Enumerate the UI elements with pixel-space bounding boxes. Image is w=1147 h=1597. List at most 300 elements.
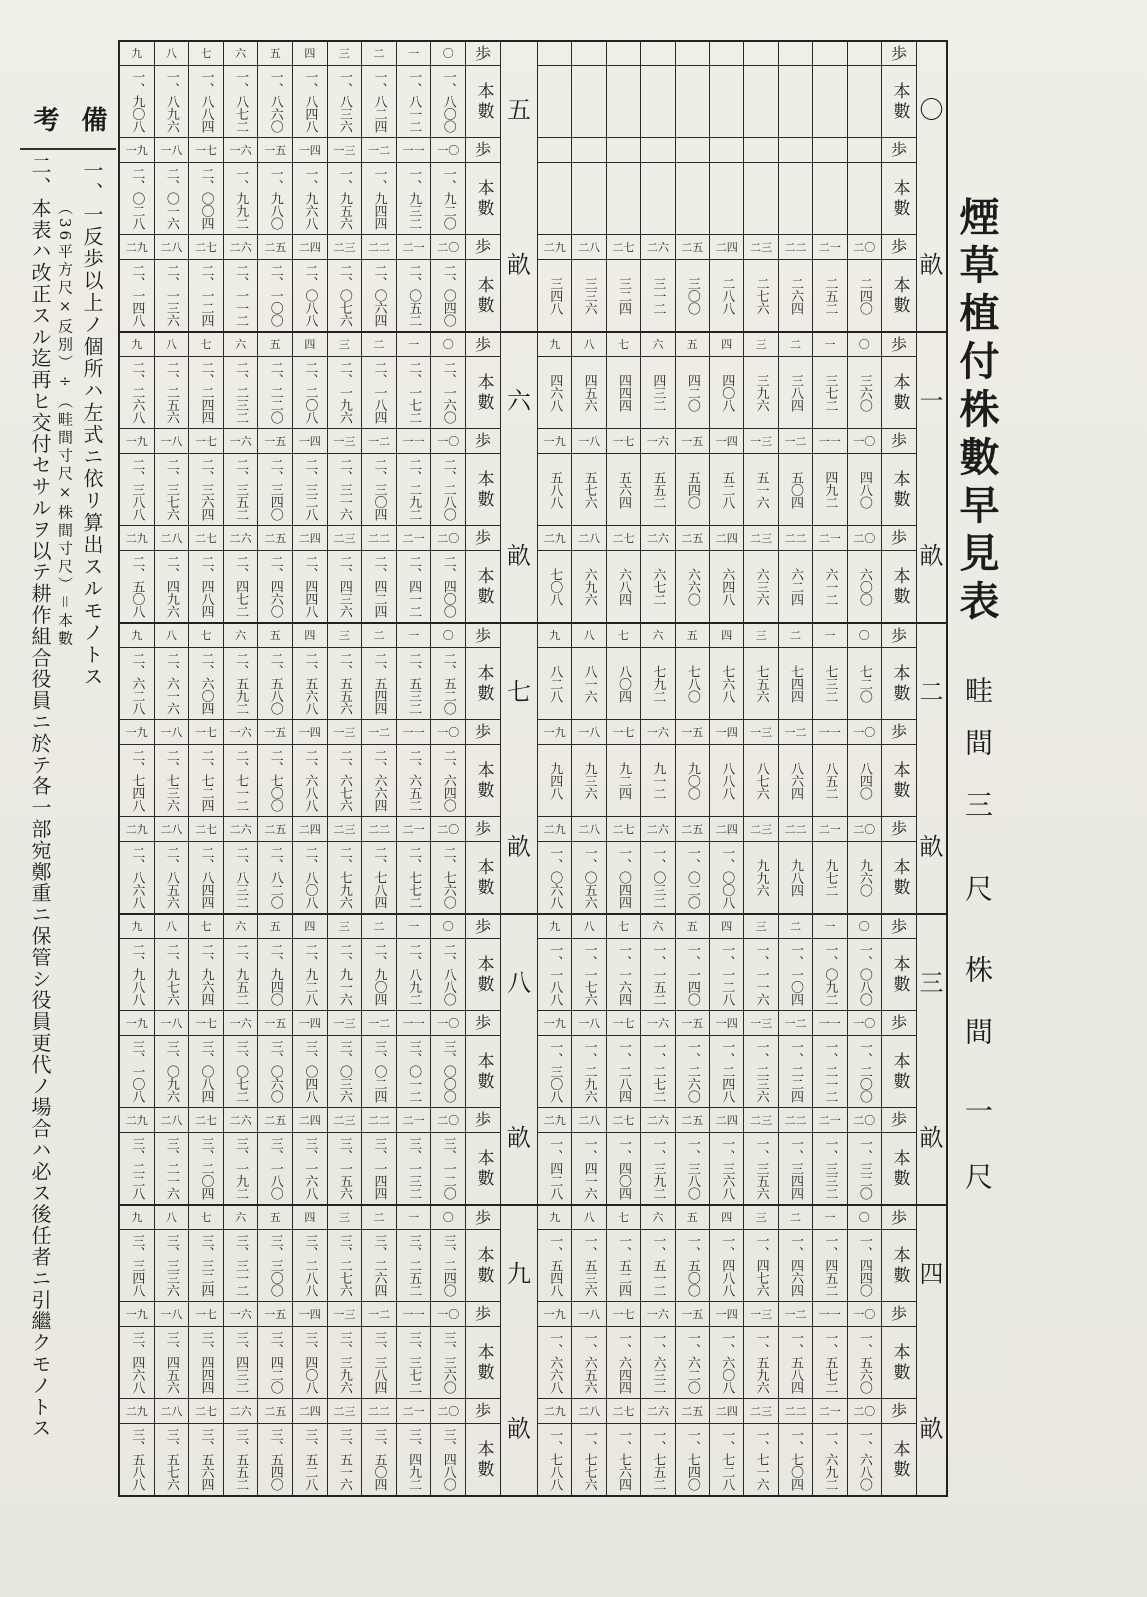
step-cell xyxy=(640,40,674,65)
count-cell: 二、一八四 xyxy=(361,356,396,428)
step-cell: 二八 xyxy=(571,1107,605,1132)
count-cell xyxy=(675,162,709,234)
count-cell: 三六〇 xyxy=(847,356,881,428)
count-cell: 一、七〇四 xyxy=(778,1423,812,1495)
step-header: 歩 xyxy=(465,40,500,65)
step-cell: 一〇 xyxy=(430,1010,465,1035)
count-cell: 二、九六四 xyxy=(188,938,223,1010)
step-cell: 七 xyxy=(188,40,223,65)
step-cell: 一〇 xyxy=(847,1301,881,1326)
step-cell: 二七 xyxy=(188,816,223,841)
count-header: 本數 xyxy=(881,938,916,1010)
count-cell: 三、二五二 xyxy=(396,1229,431,1301)
count-cell: 四二〇 xyxy=(675,356,709,428)
step-cell: 〇 xyxy=(847,622,881,647)
step-cell: 一四 xyxy=(292,1010,327,1035)
step-cell: 二二 xyxy=(778,234,812,259)
step-cell: 四 xyxy=(709,622,743,647)
count-cell xyxy=(606,162,640,234)
count-cell: 一、七二八 xyxy=(709,1423,743,1495)
step-cell: 二八 xyxy=(154,234,189,259)
count-cell: 三、三三六 xyxy=(154,1229,189,1301)
step-cell: 一 xyxy=(812,622,846,647)
step-cell: 一二 xyxy=(361,719,396,744)
step-cell: 二五 xyxy=(257,525,292,550)
count-cell: 二、二五六 xyxy=(154,356,189,428)
step-cell: 二五 xyxy=(257,1107,292,1132)
count-cell: 二、〇四〇 xyxy=(430,259,465,331)
step-cell: 一四 xyxy=(292,137,327,162)
block-label-number: 八 xyxy=(507,969,531,997)
count-cell: 二、〇八八 xyxy=(292,259,327,331)
step-cell: 二七 xyxy=(606,1107,640,1132)
count-cell: 一、九九二 xyxy=(223,162,258,234)
step-cell: 二四 xyxy=(709,1398,743,1423)
step-cell: 一四 xyxy=(709,1010,743,1035)
count-cell: 二、一三六 xyxy=(154,259,189,331)
step-cell: 二四 xyxy=(292,234,327,259)
count-cell: 一、一八八 xyxy=(537,938,571,1010)
page-title: 煙草植付株數早見表 xyxy=(953,196,1000,628)
count-cell: 二、三一六 xyxy=(327,453,362,525)
step-cell: 一八 xyxy=(154,428,189,453)
step-cell: 一〇 xyxy=(847,1010,881,1035)
count-cell: 二、〇六四 xyxy=(361,259,396,331)
step-cell: 一三 xyxy=(743,428,777,453)
count-header: 本數 xyxy=(465,356,500,428)
step-header: 歩 xyxy=(465,622,500,647)
step-cell: 二〇 xyxy=(847,816,881,841)
step-cell: 二 xyxy=(778,331,812,356)
step-cell: 四 xyxy=(292,331,327,356)
step-cell: 六 xyxy=(640,1204,674,1229)
step-cell: 二六 xyxy=(640,1107,674,1132)
count-cell: 一、五〇〇 xyxy=(675,1229,709,1301)
count-cell xyxy=(778,65,812,137)
count-cell: 一、三三二 xyxy=(812,1132,846,1204)
step-cell: 一二 xyxy=(361,428,396,453)
count-header: 本數 xyxy=(465,744,500,816)
step-cell: 二二 xyxy=(778,1107,812,1132)
step-header: 歩 xyxy=(881,1107,916,1132)
step-cell xyxy=(778,40,812,65)
count-cell: 四〇八 xyxy=(709,356,743,428)
count-cell: 一、二三六 xyxy=(743,1035,777,1107)
step-cell: 一 xyxy=(396,331,431,356)
step-cell: 三 xyxy=(327,40,362,65)
count-header: 本數 xyxy=(881,259,916,331)
count-cell: 二、一七二 xyxy=(396,356,431,428)
step-cell: 三 xyxy=(327,913,362,938)
step-cell: 一 xyxy=(396,1204,431,1229)
count-cell: 九九六 xyxy=(743,841,777,913)
step-header: 歩 xyxy=(881,40,916,65)
count-cell: 一、四二八 xyxy=(537,1132,571,1204)
step-cell: 二六 xyxy=(640,1398,674,1423)
count-cell: 二、七七二 xyxy=(396,841,431,913)
step-header: 歩 xyxy=(465,331,500,356)
step-cell: 一六 xyxy=(640,428,674,453)
step-cell: 二九 xyxy=(119,525,154,550)
step-cell: 八 xyxy=(154,40,189,65)
count-cell: 二、八四四 xyxy=(188,841,223,913)
step-cell: 二〇 xyxy=(847,525,881,550)
count-cell: 三〇〇 xyxy=(675,259,709,331)
count-cell: 三、一九二 xyxy=(223,1132,258,1204)
step-cell: 六 xyxy=(640,331,674,356)
count-cell: 二、八〇八 xyxy=(292,841,327,913)
step-cell: 二七 xyxy=(606,816,640,841)
step-cell: 二三 xyxy=(743,1107,777,1132)
step-header: 歩 xyxy=(881,913,916,938)
step-cell: 二四 xyxy=(292,525,327,550)
count-cell: 三、三九六 xyxy=(327,1326,362,1398)
step-cell: 一六 xyxy=(223,1010,258,1035)
step-cell: 二〇 xyxy=(430,1398,465,1423)
step-cell: 五 xyxy=(675,913,709,938)
notes-heading: 備考 xyxy=(29,106,107,132)
step-cell: 二三 xyxy=(327,1398,362,1423)
step-cell: 六 xyxy=(640,913,674,938)
step-header: 歩 xyxy=(881,719,916,744)
step-cell: 六 xyxy=(223,1204,258,1229)
plant-spacing-label: 株間 xyxy=(961,955,994,1079)
count-header: 本數 xyxy=(465,453,500,525)
count-cell: 四四四 xyxy=(606,356,640,428)
count-cell: 二、一六〇 xyxy=(430,356,465,428)
step-cell: 二九 xyxy=(537,234,571,259)
step-header: 歩 xyxy=(465,1107,500,1132)
count-cell: 一、二八四 xyxy=(606,1035,640,1107)
step-cell xyxy=(606,137,640,162)
count-cell: 九二四 xyxy=(606,744,640,816)
block-label-number: 一 xyxy=(919,387,944,415)
count-cell: 二、三四〇 xyxy=(257,453,292,525)
count-header: 本數 xyxy=(465,162,500,234)
count-cell: 二、七四八 xyxy=(119,744,154,816)
count-cell: 二、四三六 xyxy=(327,550,362,622)
count-cell: 七八〇 xyxy=(675,647,709,719)
count-cell: 三九六 xyxy=(743,356,777,428)
count-cell: 一、七一六 xyxy=(743,1423,777,1495)
count-cell: 一、六九二 xyxy=(812,1423,846,1495)
count-cell: 一、九二〇 xyxy=(430,162,465,234)
step-cell: 一八 xyxy=(571,1010,605,1035)
step-cell: 一〇 xyxy=(430,137,465,162)
step-cell: 三 xyxy=(327,1204,362,1229)
step-cell: 三 xyxy=(743,622,777,647)
step-header: 歩 xyxy=(465,816,500,841)
step-cell: 一九 xyxy=(119,1301,154,1326)
step-cell: 二一 xyxy=(396,234,431,259)
step-cell: 二八 xyxy=(154,816,189,841)
step-cell: 一二 xyxy=(778,1301,812,1326)
step-cell: 一九 xyxy=(119,137,154,162)
step-cell: 二八 xyxy=(571,816,605,841)
step-cell: 二八 xyxy=(154,1398,189,1423)
count-cell: 一、一〇四 xyxy=(778,938,812,1010)
step-cell: 二〇 xyxy=(430,525,465,550)
count-cell: 一、二二四 xyxy=(778,1035,812,1107)
count-cell: 三、二〇四 xyxy=(188,1132,223,1204)
count-cell: 二、二二〇 xyxy=(257,356,292,428)
step-cell: 二〇 xyxy=(430,234,465,259)
step-cell xyxy=(778,137,812,162)
count-cell: 一、五三六 xyxy=(571,1229,605,1301)
count-header: 本數 xyxy=(465,1326,500,1398)
step-cell: 二一 xyxy=(396,1107,431,1132)
step-cell: 五 xyxy=(257,1204,292,1229)
count-cell: 二、三五二 xyxy=(223,453,258,525)
step-header: 歩 xyxy=(465,1398,500,1423)
count-cell: 四六八 xyxy=(537,356,571,428)
count-cell xyxy=(812,65,846,137)
count-cell: 一、五八四 xyxy=(778,1326,812,1398)
count-header: 本數 xyxy=(881,65,916,137)
step-cell: 一五 xyxy=(257,428,292,453)
step-cell: 一九 xyxy=(537,1301,571,1326)
count-cell: 二、六六四 xyxy=(361,744,396,816)
count-cell: 三、四五六 xyxy=(154,1326,189,1398)
step-cell: 二〇 xyxy=(847,1107,881,1132)
step-cell: 一 xyxy=(812,913,846,938)
step-cell: 一〇 xyxy=(430,428,465,453)
block-label xyxy=(500,1204,537,1495)
count-cell: 三、三四八 xyxy=(119,1229,154,1301)
step-cell: 六 xyxy=(223,40,258,65)
step-header: 歩 xyxy=(881,816,916,841)
count-cell: 九〇〇 xyxy=(675,744,709,816)
count-cell: 一、五一二 xyxy=(640,1229,674,1301)
step-cell: 一〇 xyxy=(847,428,881,453)
block-label-unit: 畝 xyxy=(507,542,531,570)
count-cell: 三、三八四 xyxy=(361,1326,396,1398)
step-cell: 二〇 xyxy=(847,1398,881,1423)
count-cell: 一、〇三二 xyxy=(640,841,674,913)
step-cell: 一三 xyxy=(327,719,362,744)
count-header: 本數 xyxy=(465,647,500,719)
step-cell: 二二 xyxy=(361,525,396,550)
count-cell: 三、二六四 xyxy=(361,1229,396,1301)
step-cell: 二九 xyxy=(537,816,571,841)
step-cell: 一七 xyxy=(606,1301,640,1326)
step-cell: 二五 xyxy=(675,1398,709,1423)
block-label-number: 九 xyxy=(507,1260,531,1288)
step-cell: 九 xyxy=(537,331,571,356)
count-cell: 一、一一六 xyxy=(743,938,777,1010)
step-cell xyxy=(675,137,709,162)
count-cell: 一、二四八 xyxy=(709,1035,743,1107)
step-cell: 七 xyxy=(188,1204,223,1229)
count-cell xyxy=(571,65,605,137)
count-cell: 七二〇 xyxy=(847,647,881,719)
count-cell xyxy=(606,65,640,137)
count-cell: 二、二四四 xyxy=(188,356,223,428)
count-cell: 二、七八四 xyxy=(361,841,396,913)
count-cell: 三、四九二 xyxy=(396,1423,431,1495)
step-cell xyxy=(743,40,777,65)
count-cell: 五六四 xyxy=(606,453,640,525)
step-cell: 九 xyxy=(119,331,154,356)
step-cell: 一六 xyxy=(223,1301,258,1326)
step-cell: 七 xyxy=(606,913,640,938)
count-cell: 二、四四八 xyxy=(292,550,327,622)
count-cell: 二、三二八 xyxy=(292,453,327,525)
count-header: 本數 xyxy=(465,1229,500,1301)
block-label xyxy=(916,331,946,622)
count-cell: 六六〇 xyxy=(675,550,709,622)
step-cell: 二九 xyxy=(119,234,154,259)
step-cell: 二八 xyxy=(571,525,605,550)
count-cell: 二、七三六 xyxy=(154,744,189,816)
count-cell: 三、四六八 xyxy=(119,1326,154,1398)
count-cell: 一、七四〇 xyxy=(675,1423,709,1495)
count-cell xyxy=(709,162,743,234)
count-cell xyxy=(537,162,571,234)
step-cell: 九 xyxy=(537,1204,571,1229)
step-cell: 一五 xyxy=(675,1301,709,1326)
step-cell: 一七 xyxy=(606,719,640,744)
step-cell: 三 xyxy=(743,331,777,356)
step-cell: 〇 xyxy=(847,331,881,356)
step-cell: 五 xyxy=(675,331,709,356)
count-cell: 一、九六八 xyxy=(292,162,327,234)
count-cell: 二、九四〇 xyxy=(257,938,292,1010)
step-cell: 二五 xyxy=(675,816,709,841)
step-cell: 五 xyxy=(257,622,292,647)
count-cell: 八五二 xyxy=(812,744,846,816)
count-cell: 三、五一六 xyxy=(327,1423,362,1495)
count-cell: 二、五〇八 xyxy=(119,550,154,622)
step-cell: 二一 xyxy=(396,1398,431,1423)
count-header: 本數 xyxy=(881,1229,916,1301)
step-cell: 二八 xyxy=(154,525,189,550)
step-header: 歩 xyxy=(465,913,500,938)
step-cell: 二一 xyxy=(812,1398,846,1423)
step-cell: 二八 xyxy=(571,1398,605,1423)
step-cell: 九 xyxy=(119,1204,154,1229)
count-cell xyxy=(571,162,605,234)
step-header: 歩 xyxy=(465,719,500,744)
step-cell: 二九 xyxy=(119,1398,154,1423)
count-cell: 四九二 xyxy=(812,453,846,525)
step-cell: 一九 xyxy=(537,428,571,453)
step-cell: 二二 xyxy=(778,1398,812,1423)
count-cell: 二、二九二 xyxy=(396,453,431,525)
count-cell: 一、三四四 xyxy=(778,1132,812,1204)
step-cell: 二〇 xyxy=(430,816,465,841)
count-cell: 一、八〇〇 xyxy=(430,65,465,137)
count-header: 本數 xyxy=(881,1423,916,1495)
count-cell: 三、三七二 xyxy=(396,1326,431,1398)
count-cell: 二、四一二 xyxy=(396,550,431,622)
block-label-number: 三 xyxy=(919,969,944,997)
step-cell: 〇 xyxy=(430,40,465,65)
count-cell: 五〇四 xyxy=(778,453,812,525)
block-label-unit: 畝 xyxy=(919,251,944,279)
count-cell: 一、〇九二 xyxy=(812,938,846,1010)
count-cell: 三、〇三六 xyxy=(327,1035,362,1107)
step-header: 歩 xyxy=(881,1204,916,1229)
count-cell: 二、三〇四 xyxy=(361,453,396,525)
count-cell: 三、〇八四 xyxy=(188,1035,223,1107)
block-label-unit: 畝 xyxy=(507,251,531,279)
step-cell: 一三 xyxy=(327,428,362,453)
count-cell: 一、〇四四 xyxy=(606,841,640,913)
step-cell: 一五 xyxy=(257,1301,292,1326)
count-cell: 二、二三二 xyxy=(223,356,258,428)
count-header: 本數 xyxy=(465,65,500,137)
step-cell: 六 xyxy=(223,622,258,647)
block-label-unit: 畝 xyxy=(507,1124,531,1152)
step-cell xyxy=(640,137,674,162)
count-cell: 三、〇〇〇 xyxy=(430,1035,465,1107)
count-cell xyxy=(640,162,674,234)
count-cell: 三、〇九六 xyxy=(154,1035,189,1107)
step-cell: 一六 xyxy=(223,428,258,453)
block-label xyxy=(500,331,537,622)
count-header: 本數 xyxy=(881,744,916,816)
count-header: 本數 xyxy=(881,162,916,234)
count-cell: 九三六 xyxy=(571,744,605,816)
block-label-unit: 畝 xyxy=(919,1415,944,1443)
count-cell: 一、九三二 xyxy=(396,162,431,234)
step-cell: 一〇 xyxy=(430,1301,465,1326)
count-cell: 二、七二四 xyxy=(188,744,223,816)
step-header: 歩 xyxy=(465,1204,500,1229)
count-cell: 三、五〇四 xyxy=(361,1423,396,1495)
count-header: 本數 xyxy=(881,1132,916,1204)
step-cell: 二八 xyxy=(571,234,605,259)
count-cell: 三、三一二 xyxy=(223,1229,258,1301)
count-header: 本數 xyxy=(465,1035,500,1107)
count-cell: 二、二六八 xyxy=(119,356,154,428)
count-cell xyxy=(812,162,846,234)
count-cell: 一、五二四 xyxy=(606,1229,640,1301)
step-cell: 七 xyxy=(606,331,640,356)
step-cell: 一九 xyxy=(119,1010,154,1035)
step-cell: 二五 xyxy=(675,525,709,550)
block-label xyxy=(916,1204,946,1495)
table-right-panel xyxy=(537,40,948,1497)
count-cell: 一、九四四 xyxy=(361,162,396,234)
step-cell: 七 xyxy=(606,622,640,647)
step-cell: 二七 xyxy=(606,1398,640,1423)
step-cell: 一九 xyxy=(119,719,154,744)
count-cell: 三、〇六〇 xyxy=(257,1035,292,1107)
step-cell: 五 xyxy=(675,1204,709,1229)
step-cell: 二六 xyxy=(223,1398,258,1423)
step-cell: 二一 xyxy=(812,816,846,841)
step-header: 歩 xyxy=(881,1301,916,1326)
count-cell: 一、八二四 xyxy=(361,65,396,137)
step-header: 歩 xyxy=(881,234,916,259)
count-cell: 一、六八〇 xyxy=(847,1423,881,1495)
block-label-number: 六 xyxy=(507,387,531,415)
count-cell: 一、六六八 xyxy=(537,1326,571,1398)
count-cell: 一、六五六 xyxy=(571,1326,605,1398)
step-cell: 一〇 xyxy=(430,719,465,744)
step-cell: 二四 xyxy=(292,816,327,841)
count-cell: 一、八三六 xyxy=(327,65,362,137)
step-cell: 二 xyxy=(778,1204,812,1229)
count-cell: 三、二一六 xyxy=(154,1132,189,1204)
block-label-number: 七 xyxy=(507,678,531,706)
step-cell: 四 xyxy=(292,1204,327,1229)
step-cell: 二六 xyxy=(223,1107,258,1132)
step-cell: 九 xyxy=(537,913,571,938)
notes-divider xyxy=(20,148,116,150)
